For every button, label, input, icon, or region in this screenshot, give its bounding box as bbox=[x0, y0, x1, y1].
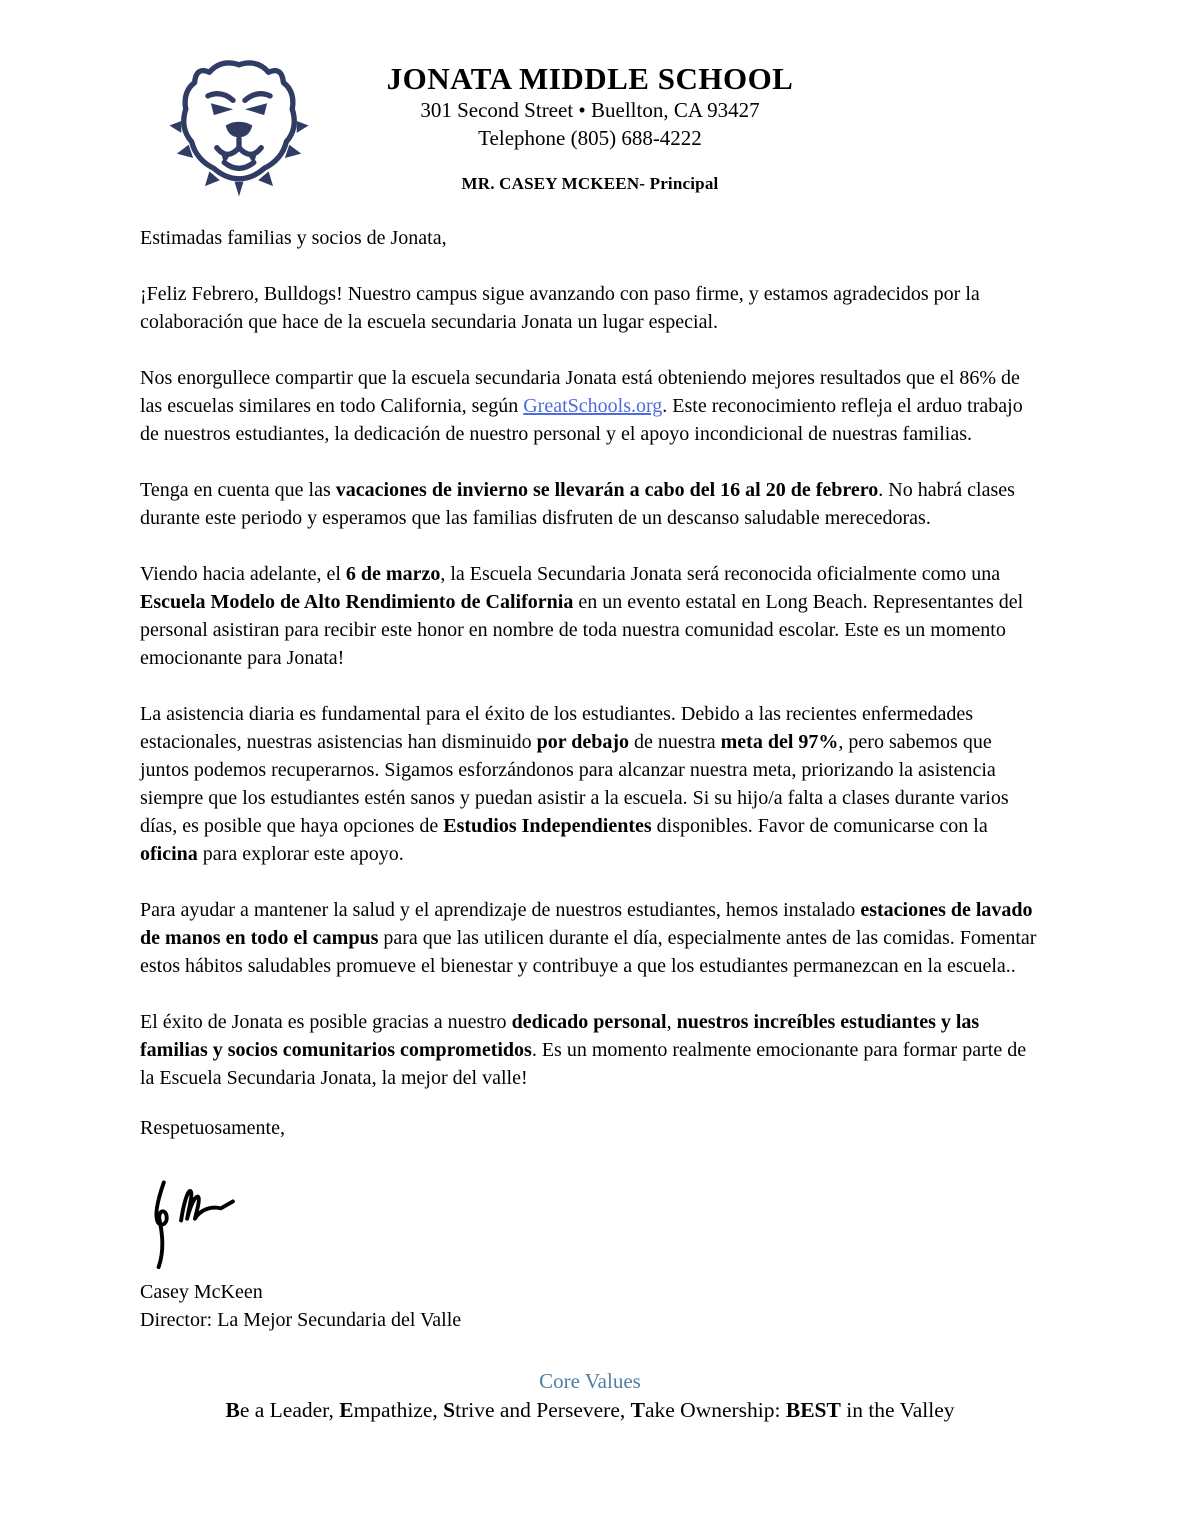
core-values-title: Core Values bbox=[539, 1369, 641, 1393]
bold-text-run: por debajo bbox=[536, 731, 629, 753]
signature-name: Casey McKeen bbox=[140, 1281, 263, 1303]
bold-text-run: E bbox=[339, 1398, 354, 1423]
paragraph-winter-break bbox=[140, 476, 1040, 532]
bold-text-run: B bbox=[225, 1398, 240, 1423]
closing: Respetuosamente, bbox=[140, 1117, 285, 1139]
core-values-footer bbox=[140, 1368, 1040, 1426]
paragraph-greatschools bbox=[140, 364, 1040, 448]
signature-title: Director: La Mejor Secundaria del Valle bbox=[140, 1309, 462, 1331]
text-run: . No habrá clases durante este periodo y esperamos que las familias disfruten de un descanso saludable merecedoras. bbox=[140, 479, 1015, 529]
paragraph-february-greeting bbox=[140, 280, 1040, 336]
text-run: para explorar este apoyo. bbox=[197, 843, 404, 865]
text-run: Tenga en cuenta que las bbox=[140, 479, 336, 501]
paragraph-model-school bbox=[140, 560, 1040, 672]
school-name: JONATA MIDDLE SCHOOL bbox=[386, 61, 794, 96]
letterhead bbox=[140, 48, 1040, 198]
text-run: La asistencia diaria es fundamental para el éxito de los estudiantes. Debido a las recientes enfermedades estacionales, nuestras asistencias han disminuido bbox=[140, 703, 973, 753]
text-run: , pero sabemos que juntos podemos recuperarnos. Sigamos esforzándonos para alcanzar nuestra meta, priorizando la asistencia siempre que los estudiantes estén sanos y puedan asistir a la escuela. Si su hijo/a falta a clases durante varios días, es posible que haya opciones de bbox=[140, 731, 1009, 837]
bold-text-run: S bbox=[443, 1398, 456, 1423]
text-run: mpathize, bbox=[353, 1398, 444, 1423]
text-run: ake Ownership: bbox=[644, 1398, 786, 1423]
text-run: , bbox=[666, 1011, 677, 1033]
bold-text-run: 6 de marzo bbox=[345, 563, 441, 585]
signature-block bbox=[140, 1114, 1040, 1334]
bold-text-run: Escuela Modelo de Alto Rendimiento de California bbox=[140, 591, 574, 613]
signature-image bbox=[150, 1170, 245, 1270]
bulldog-logo bbox=[158, 50, 320, 198]
text-run: trive and Persevere, bbox=[455, 1398, 631, 1423]
text-run: ¡Feliz Febrero, Bulldogs! Nuestro campus sigue avanzando con paso firme, y estamos agradecidos por la colaboración que hace de la escuela secundaria Jonata un lugar especial. bbox=[140, 283, 980, 333]
bold-text-run: BEST bbox=[785, 1398, 841, 1423]
text-run: in the Valley bbox=[840, 1398, 955, 1423]
salutation: Estimadas familias y socios de Jonata, bbox=[140, 227, 447, 249]
bulldog-icon bbox=[158, 50, 320, 198]
text-run: . Este reconocimiento refleja el arduo trabajo de nuestros estudiantes, la dedicación de nuestro personal y el apoyo incondicional de nuestras familias. bbox=[140, 395, 1023, 445]
text-run: Nos enorgullece compartir que la escuela secundaria Jonata está obteniendo mejores resultados que el 86% de las escuelas similares en todo California, según bbox=[140, 367, 1020, 417]
bold-text-run: vacaciones de invierno se llevarán a cabo del 16 al 20 de febrero bbox=[335, 479, 879, 501]
paragraph-attendance bbox=[140, 700, 1040, 868]
paragraph-handwashing bbox=[140, 896, 1040, 980]
school-address: 301 Second Street • Buellton, CA 93427 bbox=[420, 98, 760, 123]
school-phone: Telephone (805) 688-4222 bbox=[478, 125, 702, 150]
letter-body bbox=[140, 224, 1040, 1334]
paragraph-closing-thanks bbox=[140, 1008, 1040, 1092]
bold-text-run: meta del 97% bbox=[720, 731, 839, 753]
text-run: e a Leader, bbox=[239, 1398, 340, 1423]
core-values-motto bbox=[140, 1395, 1040, 1426]
text-run: disponibles. Favor de comunicarse con la bbox=[651, 815, 988, 837]
principal-line: MR. CASEY MCKEEN- Principal bbox=[461, 173, 719, 193]
greatschools-link[interactable]: GreatSchools.org bbox=[523, 395, 663, 417]
text-run: . Es un momento realmente emocionante para formar parte de la Escuela Secundaria Jonata, la mejor del valle! bbox=[140, 1039, 1027, 1089]
text-run: para que las utilicen durante el día, especialmente antes de las comidas. Fomentar estos hábitos saludables promueve el bienestar y contribuye a que los estudiantes permanezcan en la escuela.. bbox=[140, 927, 1037, 977]
bold-text-run: oficina bbox=[140, 843, 198, 865]
bold-text-run: Estudios Independientes bbox=[443, 815, 652, 837]
bold-text-run: nuestros increíbles estudiantes y las familias y socios comunitarios comprometidos bbox=[140, 1011, 980, 1061]
text-run: Para ayudar a mantener la salud y el aprendizaje de nuestros estudiantes, hemos instalado bbox=[140, 899, 861, 921]
text-run: Viendo hacia adelante, el bbox=[140, 563, 346, 585]
text-run: de nuestra bbox=[629, 731, 721, 753]
bold-text-run: dedicado personal bbox=[511, 1011, 667, 1033]
signature-identity bbox=[140, 1278, 1040, 1334]
text-run: , la Escuela Secundaria Jonata será reconocida oficialmente como una bbox=[440, 563, 1001, 585]
text-run: en un evento estatal en Long Beach. Representantes del personal asistiran para recibir este honor en nombre de toda nuestra comunidad escolar. Este es un momento emocionante para Jonata! bbox=[140, 591, 1024, 669]
text-run: El éxito de Jonata es posible gracias a nuestro bbox=[140, 1011, 512, 1033]
bold-text-run: T bbox=[630, 1398, 645, 1423]
bold-text-run: estaciones de lavado de manos en todo el campus bbox=[140, 899, 1033, 949]
